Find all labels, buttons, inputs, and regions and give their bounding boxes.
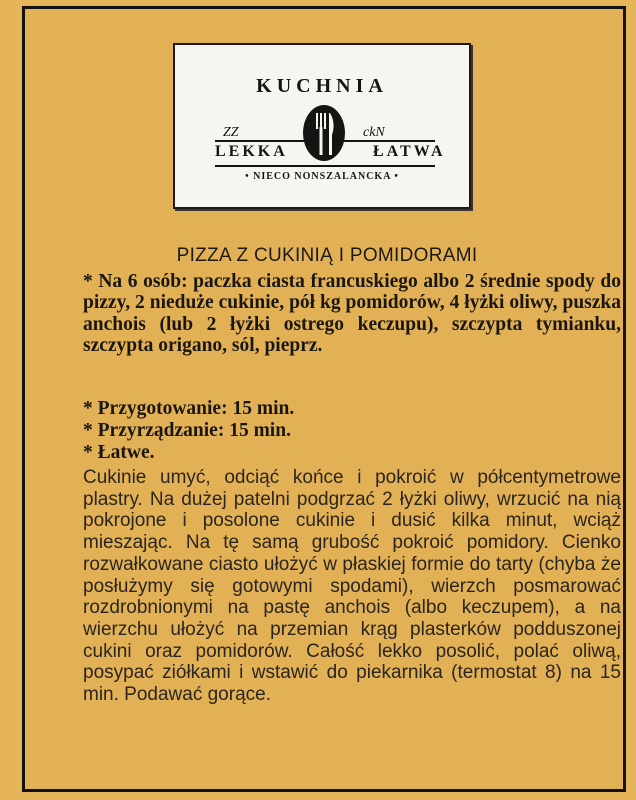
method-paragraph [35,467,621,706]
recipe-frame [22,6,626,792]
logo-title: KUCHNIA [256,75,388,97]
recipe-title: PIZZA Z CUKINIĄ I POMIDORAMI [176,245,478,266]
fork-knife-icon [301,101,347,171]
logo-left-word: LEKKA [215,143,288,160]
logo-right-word: ŁATWA [373,143,446,160]
difficulty: * Łatwe. [83,442,155,463]
kuchnia-logo [173,43,471,209]
prep-time: * Przygotowanie: 15 min. [83,398,295,419]
ingredients-paragraph [35,271,621,356]
cook-time: * Przyrządzanie: 15 min. [83,420,291,441]
ingredients-text: * Na 6 osób: paczka ciasta francuskiego albo 2 średnie spody do pizzy, 2 nieduże cukinie, pół kg pomidorów, 4 łyżki oliwy, puszka anchois (lub 2 łyżki ostrego keczupu), szczypta tymianku, szczypta origano, sól, pieprz. [83,271,621,356]
method-text: Cukinie umyć, odciąć końce i pokroić w półcentymetrowe plastry. Na dużej patelni podgrzać 2 łyżki oliwy, wrzucić na nią pokrojone i posolone cukinie i dusić kilka minut, wciąż mieszając. Na tę samą grubość pokroić pomidory. Cienko rozwałkowane ciasto ułożyć w płaskiej formie do tarty (chyba że posłużymy się gotowymi spodami), wierzch posmarować rozdrobnionymi na pastę anchois (albo keczupem), a na wierzchu ułożyć na przemian krąg plasterków podduszonej cukini oraz pomidorów. Całość lekko posolić, polać oliwą, posypać ziółkami i wstawić do piekarnika (termostat 8) na 15 min. Podawać gorące. [83,467,621,706]
logo-scribble-left: ZZ [223,125,239,140]
logo-subtitle: • NIECO NONSZALANCKA • [245,171,399,182]
logo-scribble-right: ckN [363,125,385,140]
